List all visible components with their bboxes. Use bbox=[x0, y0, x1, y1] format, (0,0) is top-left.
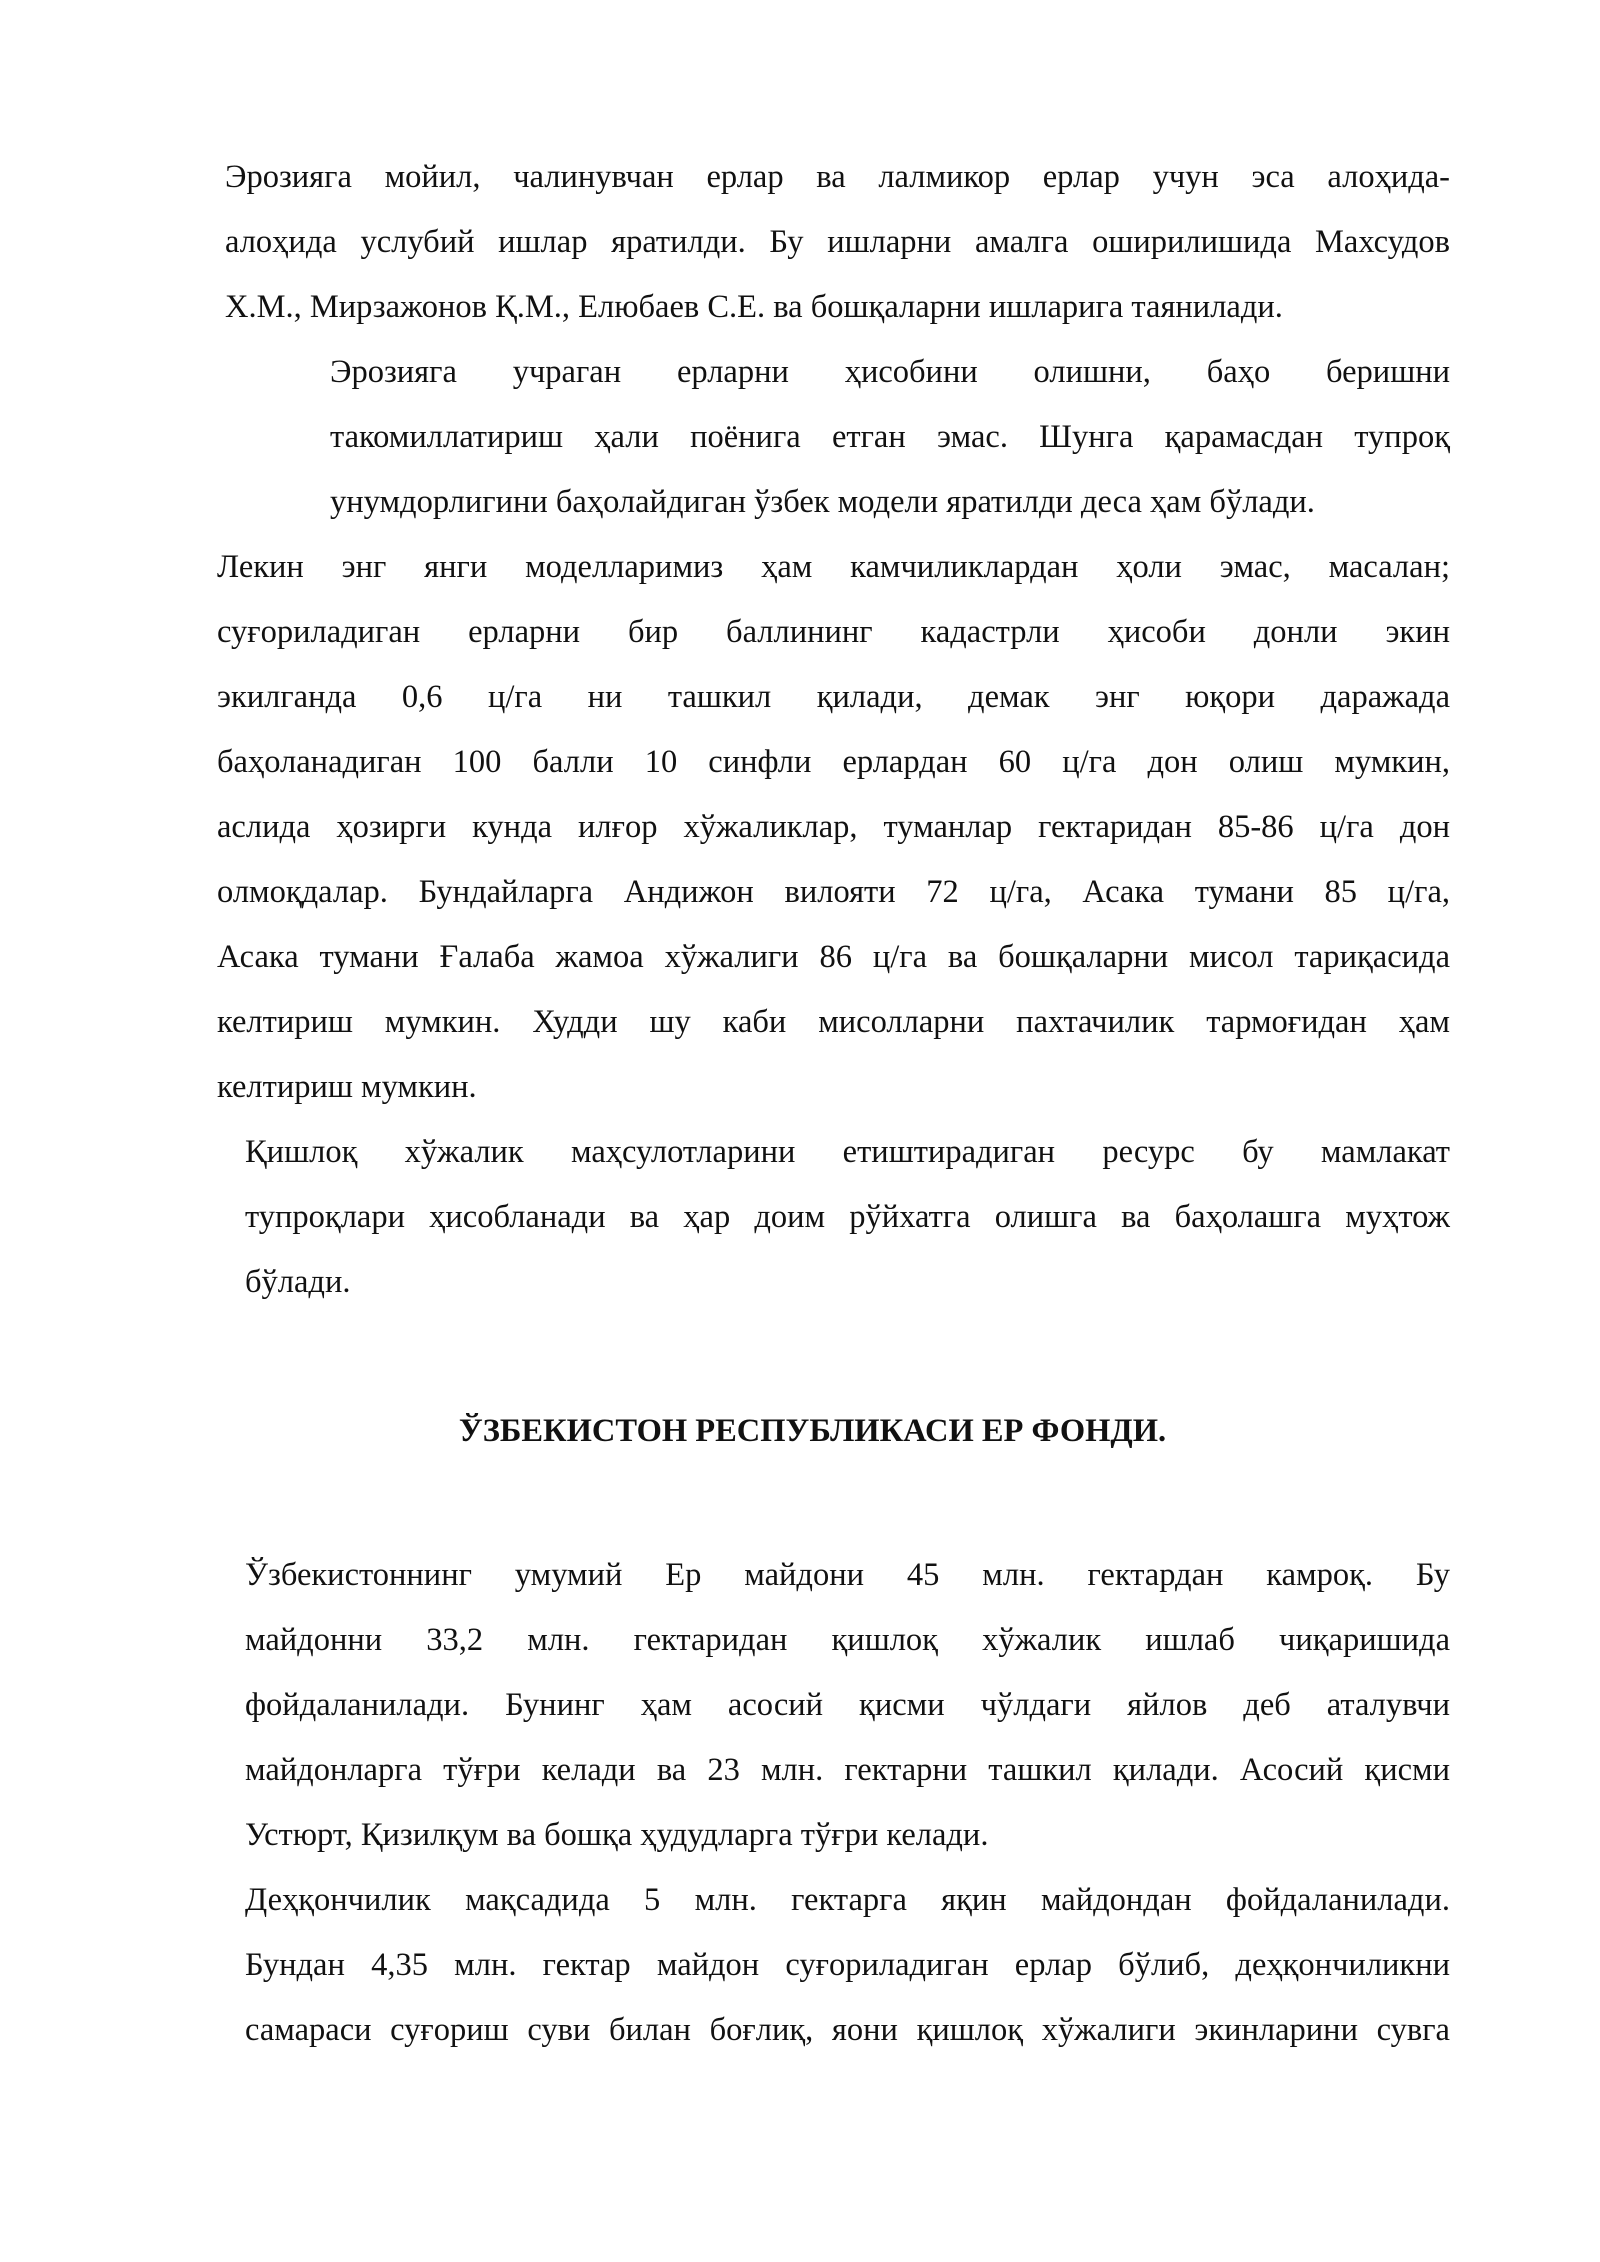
text-line: келтириш мумкин. Худди шу каби мисолларни пахтачилик тармоғидан ҳам bbox=[217, 1004, 1450, 1040]
text-line: такомиллатириш ҳали поёнига етган эмас. Шунга қарамасдан тупроқ bbox=[330, 419, 1450, 455]
paragraph-farming-land bbox=[155, 1868, 1450, 2063]
text-line: Бундан 4,35 млн. гектар майдон суғориладиган ерлар бўлиб, деҳқончиликни bbox=[245, 1947, 1450, 1983]
text-line: тупроқлари ҳисобланади ва ҳар доим рўйхатга олишга ва баҳолашга муҳтож bbox=[245, 1199, 1450, 1235]
paragraph-land-area bbox=[155, 1543, 1450, 1868]
text-line: Асака тумани Ғалаба жамоа хўжалиги 86 ц/га ва бошқаларни мисол тариқасида bbox=[217, 939, 1450, 975]
text-line: олмоқдалар. Бундайларга Андижон вилояти 72 ц/га, Асака тумани 85 ц/га, bbox=[217, 874, 1450, 910]
text-line: Эрозияга мойил, чалинувчан ерлар ва лалмикор ерлар учун эса алоҳида- bbox=[225, 159, 1450, 195]
text-line: бўлади. bbox=[245, 1264, 351, 1300]
text-line: Лекин энг янги моделларимиз ҳам камчиликлардан ҳоли эмас, масалан; bbox=[217, 549, 1450, 585]
text-line: Ўзбекистоннинг умумий Ер майдони 45 млн. гектардан камроқ. Бу bbox=[245, 1557, 1450, 1593]
text-line: Қишлоқ хўжалик маҳсулотларини етиштирадиган ресурс бу мамлакат bbox=[245, 1134, 1450, 1170]
text-line: Деҳқончилик мақсадида 5 млн. гектарга яқин майдондан фойдаланилади. bbox=[245, 1882, 1450, 1918]
text-line: майдонларга тўғри келади ва 23 млн. гектарни ташкил қилади. Асосий қисми bbox=[245, 1752, 1450, 1788]
text-line: Устюрт, Қизилқум ва бошқа ҳудудларга тўғри келади. bbox=[245, 1817, 989, 1853]
text-line: фойдаланилади. Бунинг ҳам асосий қисми чўлдаги яйлов деб аталувчи bbox=[245, 1687, 1450, 1723]
text-line: келтириш мумкин. bbox=[217, 1069, 477, 1105]
text-line: Х.М., Мирзажонов Қ.М., Елюбаев С.Е. ва бошқаларни ишларига таянилади. bbox=[225, 289, 1283, 325]
paragraph-model-shortcomings bbox=[155, 535, 1450, 1120]
text-line: самараси суғориш суви билан боғлиқ, яони қишлоқ хўжалиги экинларини сувга bbox=[245, 2012, 1450, 2048]
paragraph-erosion-methods bbox=[155, 145, 1450, 340]
text-line: аслида ҳозирги кунда илғор хўжаликлар, туманлар гектаридан 85-86 ц/га дон bbox=[217, 809, 1450, 845]
text-line: экилганда 0,6 ц/га ни ташкил қилади, демак энг юқори даражада bbox=[217, 679, 1450, 715]
text-line: Эрозияга учраган ерларни ҳисобини олишни, баҳо беришни bbox=[330, 354, 1450, 390]
paragraph-soil-resources bbox=[155, 1120, 1450, 1315]
text-line: баҳоланадиган 100 балли 10 синфли ерлардан 60 ц/га дон олиш мумкин, bbox=[217, 744, 1450, 780]
section-heading: ЎЗБЕКИСТОН РЕСПУБЛИКАСИ ЕР ФОНДИ. bbox=[458, 1413, 1167, 1449]
text-line: суғориладиган ерларни бир баллининг кадастрли ҳисоби донли экин bbox=[217, 614, 1450, 650]
text-line: майдонни 33,2 млн. гектаридан қишлоқ хўжалик ишлаб чиқаришида bbox=[245, 1622, 1450, 1658]
paragraph-eroded-lands-assessment bbox=[155, 340, 1450, 535]
text-line: алоҳида услубий ишлар яратилди. Бу ишларни амалга оширилишида Махсудов bbox=[225, 224, 1450, 260]
text-line: унумдорлигини баҳолайдиган ўзбек модели яратилди деса ҳам бўлади. bbox=[330, 484, 1315, 520]
